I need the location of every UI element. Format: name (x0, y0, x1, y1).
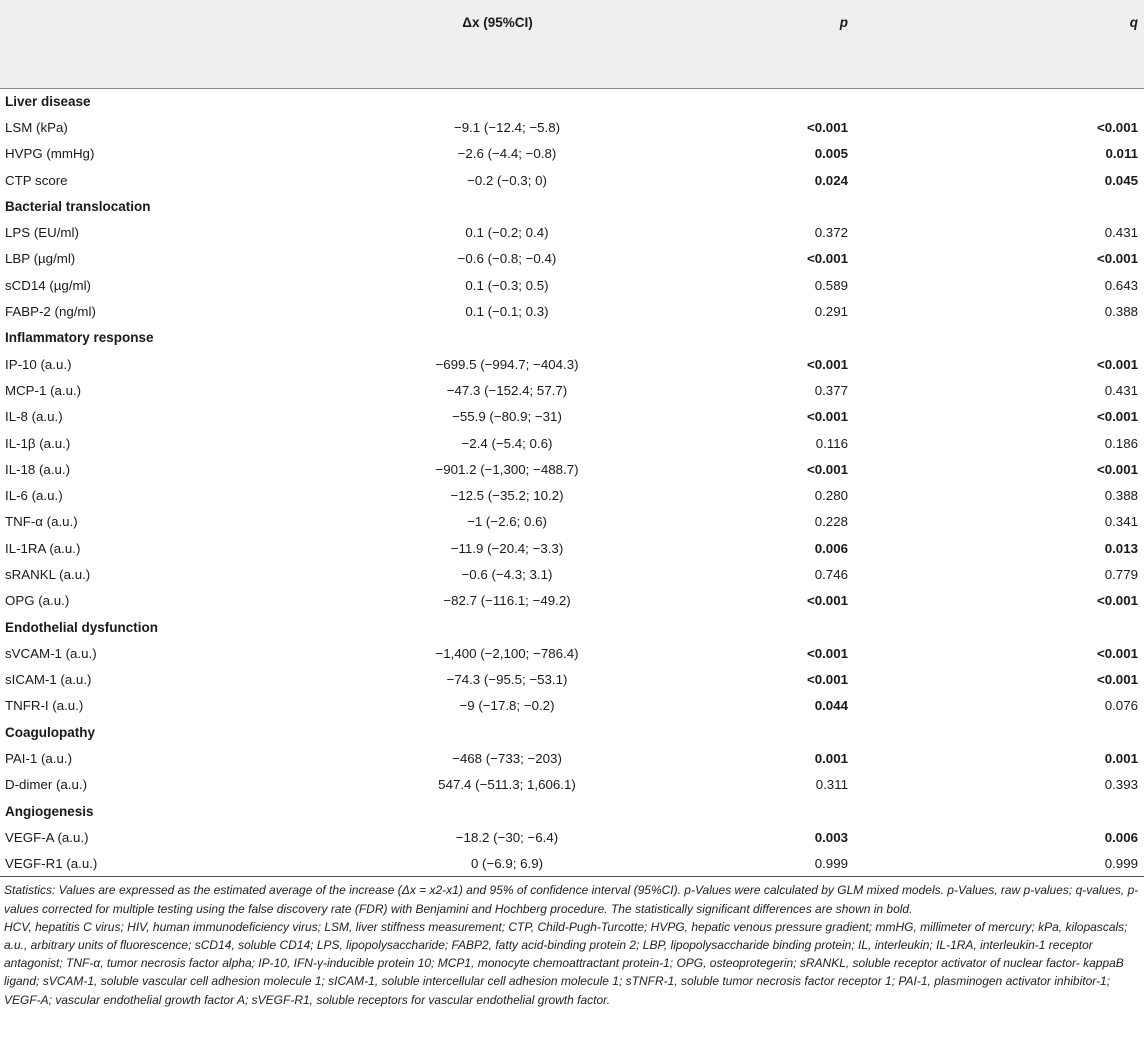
p-value: 0.377 (814, 382, 848, 398)
p-value: <0.001 (806, 251, 848, 267)
table-row (0, 456, 1144, 482)
q-value: <0.001 (1096, 356, 1138, 372)
variable-name: HVPG (mmHg) (5, 146, 95, 162)
section-title: Endothelial dysfunction (5, 619, 159, 635)
p-value: 0.001 (814, 751, 848, 767)
variable-name: IL-18 (a.u.) (5, 461, 71, 477)
table-row (0, 693, 1144, 719)
q-value: 0.341 (1104, 514, 1138, 530)
variable-name: IL-8 (a.u.) (5, 409, 63, 425)
q-value: 0.431 (1104, 382, 1138, 398)
section-heading-row (0, 719, 1144, 745)
variable-name: VEGF-R1 (a.u.) (0, 851, 280, 877)
delta-ci-value: −468 (−733; −203) (452, 751, 562, 767)
q-value: 0.001 (1104, 751, 1138, 767)
variable-name: sRANKL (a.u.) (5, 566, 91, 582)
q-value: 0.186 (1104, 435, 1138, 451)
q-value: <0.001 (1096, 251, 1138, 267)
q-value: 0.013 (1104, 540, 1138, 556)
table-row (0, 351, 1144, 377)
delta-ci-value: −12.5 (−35.2; 10.2) (450, 488, 564, 504)
variable-name: IL-1β (a.u.) (5, 435, 71, 451)
p-value: 0.044 (814, 698, 848, 714)
variable-name: sCD14 (µg/ml) (5, 277, 91, 293)
variable-name: LSM (kPa) (5, 119, 68, 135)
section-title: Angiogenesis (5, 803, 94, 819)
table-row (0, 167, 1144, 193)
table-row (0, 141, 1144, 167)
p-value: 0.003 (814, 829, 848, 845)
statistics-note: Statistics: Values are expressed as the estimated average of the increase (Δx = x2-x1) and 95% of confidence interval (95%CI). p-Values were calculated by GLM mixed models. p-Values, raw p-values; q-values, p-values corrected for multiple testing using the false discovery rate (FDR) with Benjamini and Hochberg procedure. The statistically significant differences are shown in bold. (4, 883, 1139, 916)
p-value: 0.746 (814, 566, 848, 582)
p-value: <0.001 (806, 119, 848, 135)
table-row (0, 430, 1144, 456)
delta-ci-value: −11.9 (−20.4; −3.3) (450, 540, 564, 556)
table-row (0, 298, 1144, 324)
p-value: <0.001 (806, 356, 848, 372)
q-value: <0.001 (1096, 672, 1138, 688)
delta-ci-value: −55.9 (−80.9; −31) (452, 409, 562, 425)
delta-ci-value: −0.6 (−0.8; −0.4) (457, 251, 557, 267)
section-heading-row (0, 88, 1144, 114)
variable-name: LBP (µg/ml) (5, 251, 76, 267)
p-value: 0.999 (710, 851, 850, 877)
table-row (0, 246, 1144, 272)
variable-name: FABP-2 (ng/ml) (5, 304, 96, 320)
table-row (0, 114, 1144, 140)
q-value: <0.001 (1096, 119, 1138, 135)
variable-name: sVCAM-1 (a.u.) (5, 645, 97, 661)
q-value: 0.388 (1104, 488, 1138, 504)
variable-name: D-dimer (a.u.) (5, 777, 88, 793)
variable-name: LPS (EU/ml) (5, 225, 79, 241)
delta-ci-value: −47.3 (−152.4; 57.7) (446, 382, 568, 398)
section-title: Inflammatory response (5, 330, 154, 346)
q-value: <0.001 (1096, 645, 1138, 661)
table-row (0, 219, 1144, 245)
variable-name: IL-1RA (a.u.) (5, 540, 81, 556)
q-value: 0.393 (1104, 777, 1138, 793)
delta-ci-value: 0 (−6.9; 6.9) (280, 851, 710, 877)
table-header (0, 0, 1144, 88)
header-p-value: p (839, 14, 848, 30)
delta-ci-value: −2.4 (−5.4; 0.6) (461, 435, 553, 451)
delta-ci-value: −0.6 (−4.3; 3.1) (461, 566, 553, 582)
section-heading-row (0, 798, 1144, 824)
section-title: Liver disease (5, 93, 91, 109)
delta-ci-value: −699.5 (−994.7; −404.3) (435, 356, 579, 372)
p-value: 0.024 (814, 172, 848, 188)
p-value: 0.291 (814, 304, 848, 320)
table-row (0, 272, 1144, 298)
section-heading-row (0, 614, 1144, 640)
table-row (0, 535, 1144, 561)
q-value: 0.045 (1104, 172, 1138, 188)
table-row (0, 404, 1144, 430)
q-value: 0.006 (1104, 829, 1138, 845)
p-value: 0.589 (814, 277, 848, 293)
table-row (0, 772, 1144, 798)
section-title: Coagulopathy (5, 724, 95, 740)
section-heading-row (0, 193, 1144, 219)
delta-ci-value: 0.1 (−0.3; 0.5) (465, 277, 549, 293)
p-value: 0.228 (814, 514, 848, 530)
table-body (0, 88, 1144, 877)
delta-ci-value: −9 (−17.8; −0.2) (459, 698, 555, 714)
delta-ci-value: −2.6 (−4.4; −0.8) (457, 146, 557, 162)
delta-ci-value: 0.1 (−0.2; 0.4) (465, 225, 549, 241)
variable-name: PAI-1 (a.u.) (5, 751, 72, 767)
section-heading-row (0, 325, 1144, 351)
header-delta: Δx (95%CI) (462, 14, 533, 30)
header-divider (0, 44, 1144, 88)
q-value: <0.001 (1096, 593, 1138, 609)
table-row (0, 588, 1144, 614)
variable-name: TNFR-I (a.u.) (5, 698, 84, 714)
header-q-value: q (1129, 14, 1138, 30)
q-value: 0.779 (1104, 566, 1138, 582)
table-row (0, 824, 1144, 850)
delta-ci-value: −0.2 (−0.3; 0) (467, 172, 547, 188)
q-value: <0.001 (1096, 461, 1138, 477)
table-row (0, 640, 1144, 666)
variable-name: IP-10 (a.u.) (5, 356, 72, 372)
variable-name: OPG (a.u.) (5, 593, 70, 609)
variable-name: IL-6 (a.u.) (5, 488, 63, 504)
table-row (0, 745, 1144, 771)
delta-ci-value: −18.2 (−30; −6.4) (455, 829, 559, 845)
table-row (0, 509, 1144, 535)
table-row (0, 851, 1144, 877)
delta-ci-value: −9.1 (−12.4; −5.8) (453, 119, 561, 135)
variable-name: MCP-1 (a.u.) (5, 382, 82, 398)
p-value: 0.006 (814, 540, 848, 556)
delta-ci-value: −1 (−2.6; 0.6) (467, 514, 547, 530)
p-value: <0.001 (806, 593, 848, 609)
q-value: 0.076 (1104, 698, 1138, 714)
q-value: 0.011 (1105, 146, 1138, 162)
delta-ci-value: 547.4 (−511.3; 1,606.1) (438, 777, 576, 793)
q-value: 0.431 (1104, 225, 1138, 241)
variable-name: TNF-α (a.u.) (5, 514, 78, 530)
p-value: <0.001 (806, 461, 848, 477)
variable-name: VEGF-A (a.u.) (5, 829, 89, 845)
p-value: 0.005 (814, 146, 848, 162)
section-title: Bacterial translocation (5, 198, 151, 214)
variable-name: CTP score (5, 172, 68, 188)
delta-ci-value: −74.3 (−95.5; −53.1) (446, 672, 568, 688)
q-value: 0.999 (850, 851, 1144, 877)
delta-ci-value: −82.7 (−116.1; −49.2) (443, 593, 571, 609)
delta-ci-value: −1,400 (−2,100; −786.4) (435, 645, 579, 661)
p-value: 0.372 (814, 225, 848, 241)
header-variable-cell (0, 0, 280, 44)
variable-name: sICAM-1 (a.u.) (5, 672, 92, 688)
p-value: <0.001 (806, 645, 848, 661)
table-footnotes (0, 877, 1144, 1008)
q-value: 0.388 (1104, 304, 1138, 320)
p-value: 0.280 (814, 488, 848, 504)
table-row (0, 667, 1144, 693)
p-value: <0.001 (806, 409, 848, 425)
q-value: 0.643 (1104, 277, 1138, 293)
p-value: <0.001 (806, 672, 848, 688)
p-value: 0.311 (815, 777, 848, 793)
table-row (0, 377, 1144, 403)
table-row (0, 482, 1144, 508)
abbreviations-note: HCV, hepatitis C virus; HIV, human immunodeficiency virus; LSM, liver stiffness measurement; CTP, Child-Pugh-Turcotte; HVPG, hepatic venous pressure gradient; mmHG, millimeter of mercury; kPa, kilopascals; a.u., arbitrary units of fluorescence; sCD14, soluble CD14; LPS, lipopolysaccharide; FABP2, fatty acid-binding protein 2; LBP, lipopolysaccharide binding protein; IL, interleukin; IL-1RA, interleukin-1 receptor antagonist; TNF-α, tumor necrosis factor alpha; IP-10, IFN-γ-inducible protein 10; MCP1, monocyte chemoattractant protein-1; OPG, osteoprotegerin; sRANKL, soluble receptor activator of nuclear factor- kappaB ligand; sVCAM-1, soluble vascular cell adhesion molecule 1; sICAM-1, soluble intercellular cell adhesion molecule 1; sTNFR-1, soluble tumor necrosis factor receptor 1; PAI-1, plasminogen activator inhibitor-1; VEGF-A; vascular endothelial growth factor A; sVEGF-R1, soluble receptors for vascular endothelial growth factor. (4, 919, 1128, 1007)
delta-ci-value: −901.2 (−1,300; −488.7) (435, 461, 579, 477)
table-row (0, 561, 1144, 587)
delta-ci-value: 0.1 (−0.1; 0.3) (465, 304, 549, 320)
q-value: <0.001 (1096, 409, 1138, 425)
p-value: 0.116 (815, 435, 848, 451)
